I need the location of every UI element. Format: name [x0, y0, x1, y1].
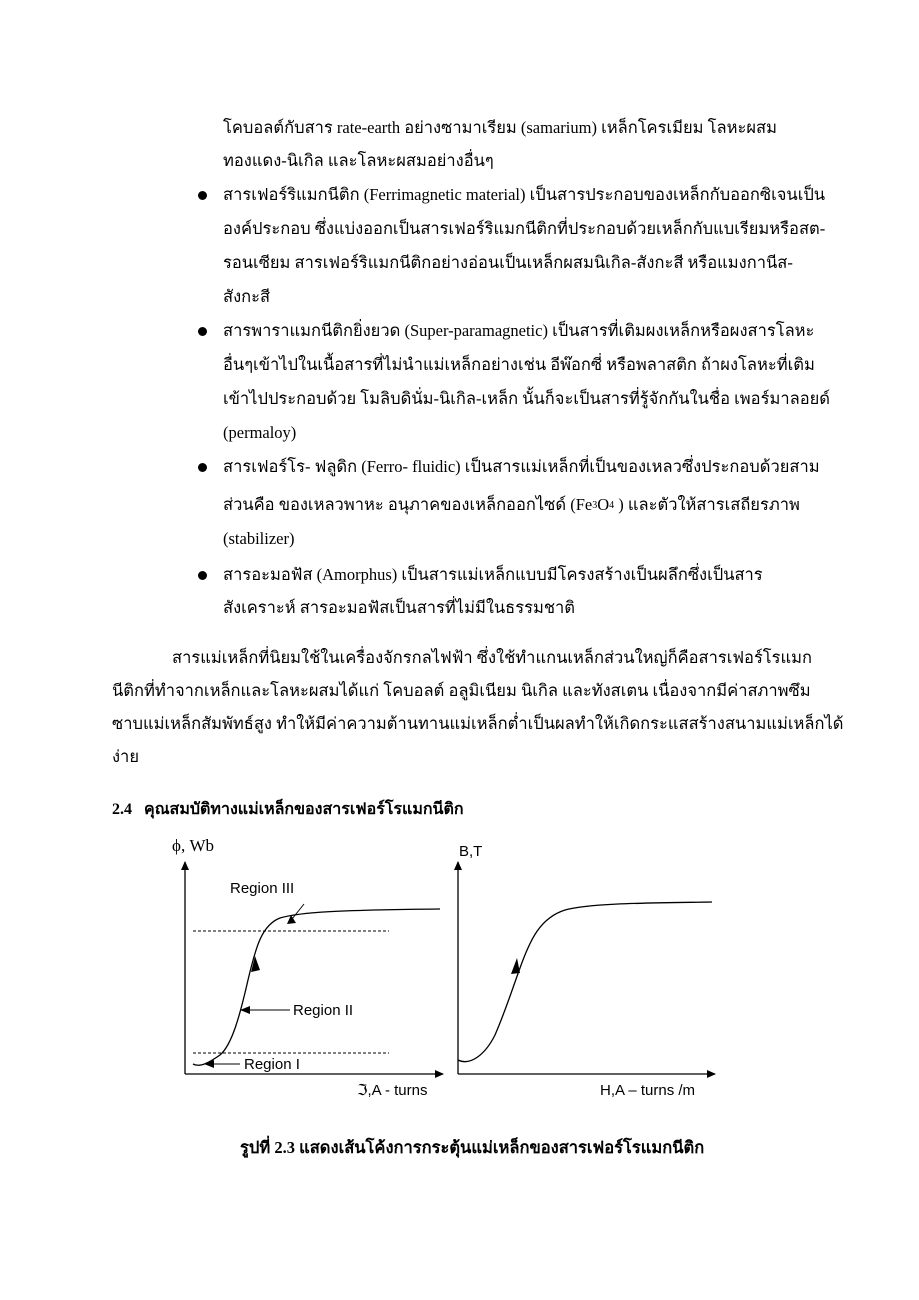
text-line: เข้าไปประกอบด้วย โมลิบดินั่ม-นิเกิล-เหล็ก นั้นก็จะเป็นสารที่รู้จักกันในชื่อ เพอร์มาลอยด์ [223, 389, 830, 408]
subscript: 3 [592, 500, 598, 511]
flux-curve [193, 909, 440, 1065]
left-x-label: ℑ,A - turns [357, 1082, 428, 1099]
text-line: นีติกที่ทำจากเหล็กและโลหะผสมได้แก่ โคบอลต์ อลูมิเนียม นิเกิล และทังสเตน เนื่องจากมีค่าสภาพซึม [112, 681, 811, 700]
right-y-label: B,T [459, 843, 483, 860]
text-line: องค์ประกอบ ซึ่งแบ่งออกเป็นสารเฟอร์ริแมกนีติกที่ประกอบด้วยเหล็กกับแบเรียมหรือสต- [223, 219, 826, 238]
text-line: (stabilizer) [223, 529, 295, 548]
subscript: 4 [609, 500, 615, 511]
text-line: ทองแดง-นิเกิล และโลหะผสมอย่างอื่นๆ [223, 151, 494, 170]
bh-curve [458, 902, 712, 1062]
text-line: สังเคราะห์ สารอะมอฟัสเป็นสารที่ไม่มีในธรรมชาติ [223, 598, 576, 617]
text-line: อื่นๆเข้าไปในเนื้อสารที่ไม่นำแม่เหล็กอย่างเช่น อีพ๊อกซี่ หรือพลาสติก ถ้าผงโลหะที่เติม [223, 355, 815, 374]
text-fragment: ) และตัวให้สารเสถียรภาพ [614, 495, 800, 514]
region-3-pointer [292, 904, 304, 919]
region-3-label: Region III [230, 880, 295, 897]
text-line: รอนเซียม สารเฟอร์ริแมกนีติกอย่างอ่อนเป็นเหล็กผสมนิเกิล-สังกะสี หรือแมงกานีส- [223, 253, 793, 272]
text-line: สารเฟอร์โร- ฟลูดิก (Ferro- fluidic) เป็นสารแม่เหล็กที่เป็นของเหลวซึ่งประกอบด้วยสาม [223, 457, 820, 476]
left-plot [172, 836, 443, 1099]
left-y-label: ϕ, Wb [172, 836, 214, 855]
text-line: (permaloy) [223, 423, 297, 442]
figure-caption: รูปที่ 2.3 แสดงเส้นโค้งการกระตุ้นแม่เหล็กของสารเฟอร์โรแมกนีติก [240, 1138, 705, 1157]
section-number: 2.4 [112, 801, 132, 818]
section-title: คุณสมบัติทางแม่เหล็กของสารเฟอร์โรแมกนีติก [144, 801, 464, 818]
text-line: สารพาราแมกนีติกยิ่งยวด (Super-paramagnetic) เป็นสารที่เติมผงเหล็กหรือผงสารโลหะ [223, 321, 815, 340]
text-line: สารเฟอร์ริแมกนีติก (Ferrimagnetic material) เป็นสารประกอบของเหล็กกับออกซิเจนเป็น [223, 185, 826, 204]
text-fragment: O [597, 495, 610, 514]
text-line: สังกะสี [223, 287, 271, 306]
region-1-label: Region I [244, 1056, 300, 1073]
curve-arrow-icon [511, 958, 520, 974]
text-fragment: ส่วนคือ ของเหลวพาหะ อนุภาคของเหล็กออกไซด์ (Fe [223, 495, 593, 514]
region-2-label: Region II [293, 1002, 354, 1019]
text-line: สารแม่เหล็กที่นิยมใช้ในเครื่องจักรกลไฟฟ้า ซึ่งใช้ทำแกนเหล็กส่วนใหญ่ก็คือสารเฟอร์โรแมก [172, 648, 813, 667]
right-plot [458, 843, 715, 1099]
text-line: ง่าย [112, 747, 139, 766]
right-x-label: H,A – turns /m [600, 1082, 696, 1099]
text-line: ซาบแม่เหล็กสัมพัทธ์สูง ทำให้มีค่าความต้านทานแม่เหล็กต่ำเป็นผลทำให้เกิดกระแสสร้างสนามแม่เหล็กได้ [112, 714, 844, 733]
text-line: สารอะมอฟัส (Amorphus) เป็นสารแม่เหล็กแบบมีโครงสร้างเป็นผลึกซึ่งเป็นสาร [223, 565, 763, 584]
text-line: โคบอลต์กับสาร rate-earth อย่างซามาเรียม (samarium) เหล็กโครเมียม โลหะผสม [223, 118, 777, 137]
